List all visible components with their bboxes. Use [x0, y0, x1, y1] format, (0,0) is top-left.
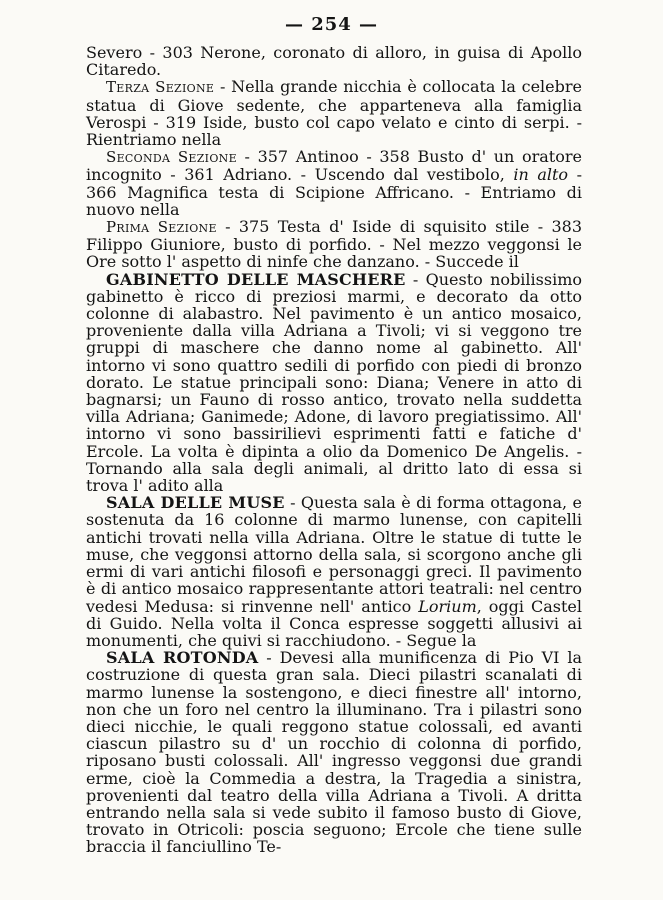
paragraph-terza-sezione [86, 78, 582, 148]
run: , oggi Castel di Guido. Nella volta il Conca espresse soggetti allusivi ai monumenti, che quivi si racchiudono. - Segue la [86, 596, 583, 650]
run: Severo - 303 Nerone, coronato di alloro, in guisa di Apollo Citaredo. [86, 43, 582, 80]
run: - Devesi alla munificenza di Pio VI la costruzione di questa gran sala. Dieci pilastri scanalati di marmo lunense la sostengono, e dieci finestre all' intorno, non che un foro nel centro la illuminano. Tra i pilastri sono dieci nicchie, le quali reggono statue colossali, ed avanti ciascun pilastro su d' un rocchio di colonna di porfido, riposano busti colossali. All' ingresso veggonsi due grandi erme, cioè la Commedia a destra, la Tragedia a sinistra, provenienti dal teatro della villa Adriana a Tivoli. A dritta entrando nella sala si vede subito il famoso busto di Giove, trovato in Otricoli: poscia seguono; Ercole che tiene sulle braccia il fanciullino Te- [86, 648, 582, 857]
room-heading: SALA ROTONDA [106, 648, 259, 668]
paragraph-sala-rotonda [86, 649, 582, 855]
paragraph-seconda-sezione [86, 148, 582, 218]
page-body-text [86, 44, 582, 856]
italic-run: in alto [513, 165, 569, 185]
run: - Questo nobilissimo gabinetto è ricco di preziosi marmi, e decorato da otto colonne di alabastro. Nel pavimento è un antico mosaico, proveniente dalla villa Adriana a Tivoli; vi si veggono tre gruppi di maschere che danno nome al gabinetto. All' intorno vi sono quattro sedili di porfido con piedi di bronzo dorato. Le statue principali sono: Diana; Venere in atto di bagnarsi; un Fauno di rosso antico, trovato nella suddetta villa Adriana; Ganimede; Adone, di lavoro pregiatissimo. All' intorno vi sono bassirilievi esprimenti fatti e fatiche d' Ercole. La volta è dipinta a olio da Domenico De Angelis. - Tornando alla sala degli animali, al dritto lato di essa si trova l' adito alla [86, 269, 583, 496]
room-heading: SALA DELLE MUSE [106, 493, 285, 513]
run: - 357 Antinoo - 358 Busto d' un oratore incognito - 361 Adriano. - Uscendo dal vestibolo, [86, 147, 582, 185]
section-label: Prima Sezione [106, 218, 217, 237]
run: - Nella grande nicchia è collocata la celebre statua di Giove sedente, che apparteneva alla famiglia Verospi - 319 Iside, busto col capo velato e cinto di serpi. - Rientriamo nella [86, 77, 582, 150]
run: - 375 Testa d' Iside di squisito stile - 383 Filippo Giuniore, busto di porfido. - Nel mezzo veggonsi le Ore sotto l' aspetto di ninfe che danzano. - Succede il [86, 217, 583, 272]
paragraph-prima-sezione [86, 218, 582, 271]
paragraph-gabinetto-delle-maschere [86, 271, 582, 495]
section-label: Terza Sezione [106, 78, 215, 97]
run: - 366 Magnifica testa di Scipione Affricano. - Entriamo di nuovo nella [86, 165, 582, 219]
page-number: — 254 — [284, 14, 379, 35]
room-heading: GABINETTO DELLE MASCHERE [106, 269, 406, 289]
section-label: Seconda Sezione [106, 148, 237, 167]
paragraph-severo [86, 44, 582, 78]
paragraph-sala-delle-muse [86, 494, 582, 649]
italic-run: Lorium [418, 596, 477, 616]
run: - Questa sala è di forma ottagona, e sostenuta da 16 colonne di marmo lunense, con capitelli antichi trovati nella villa Adriana. Oltre le statue di tutte le muse, che veggonsi attorno della sala, si scorgono anche gli ermi di vari antichi filosofi e personaggi greci. Il pavimento è di antico mosaico rappresentante attori teatrali: nel centro vedesi Medusa: si rinvenne nell' antico [86, 493, 582, 616]
